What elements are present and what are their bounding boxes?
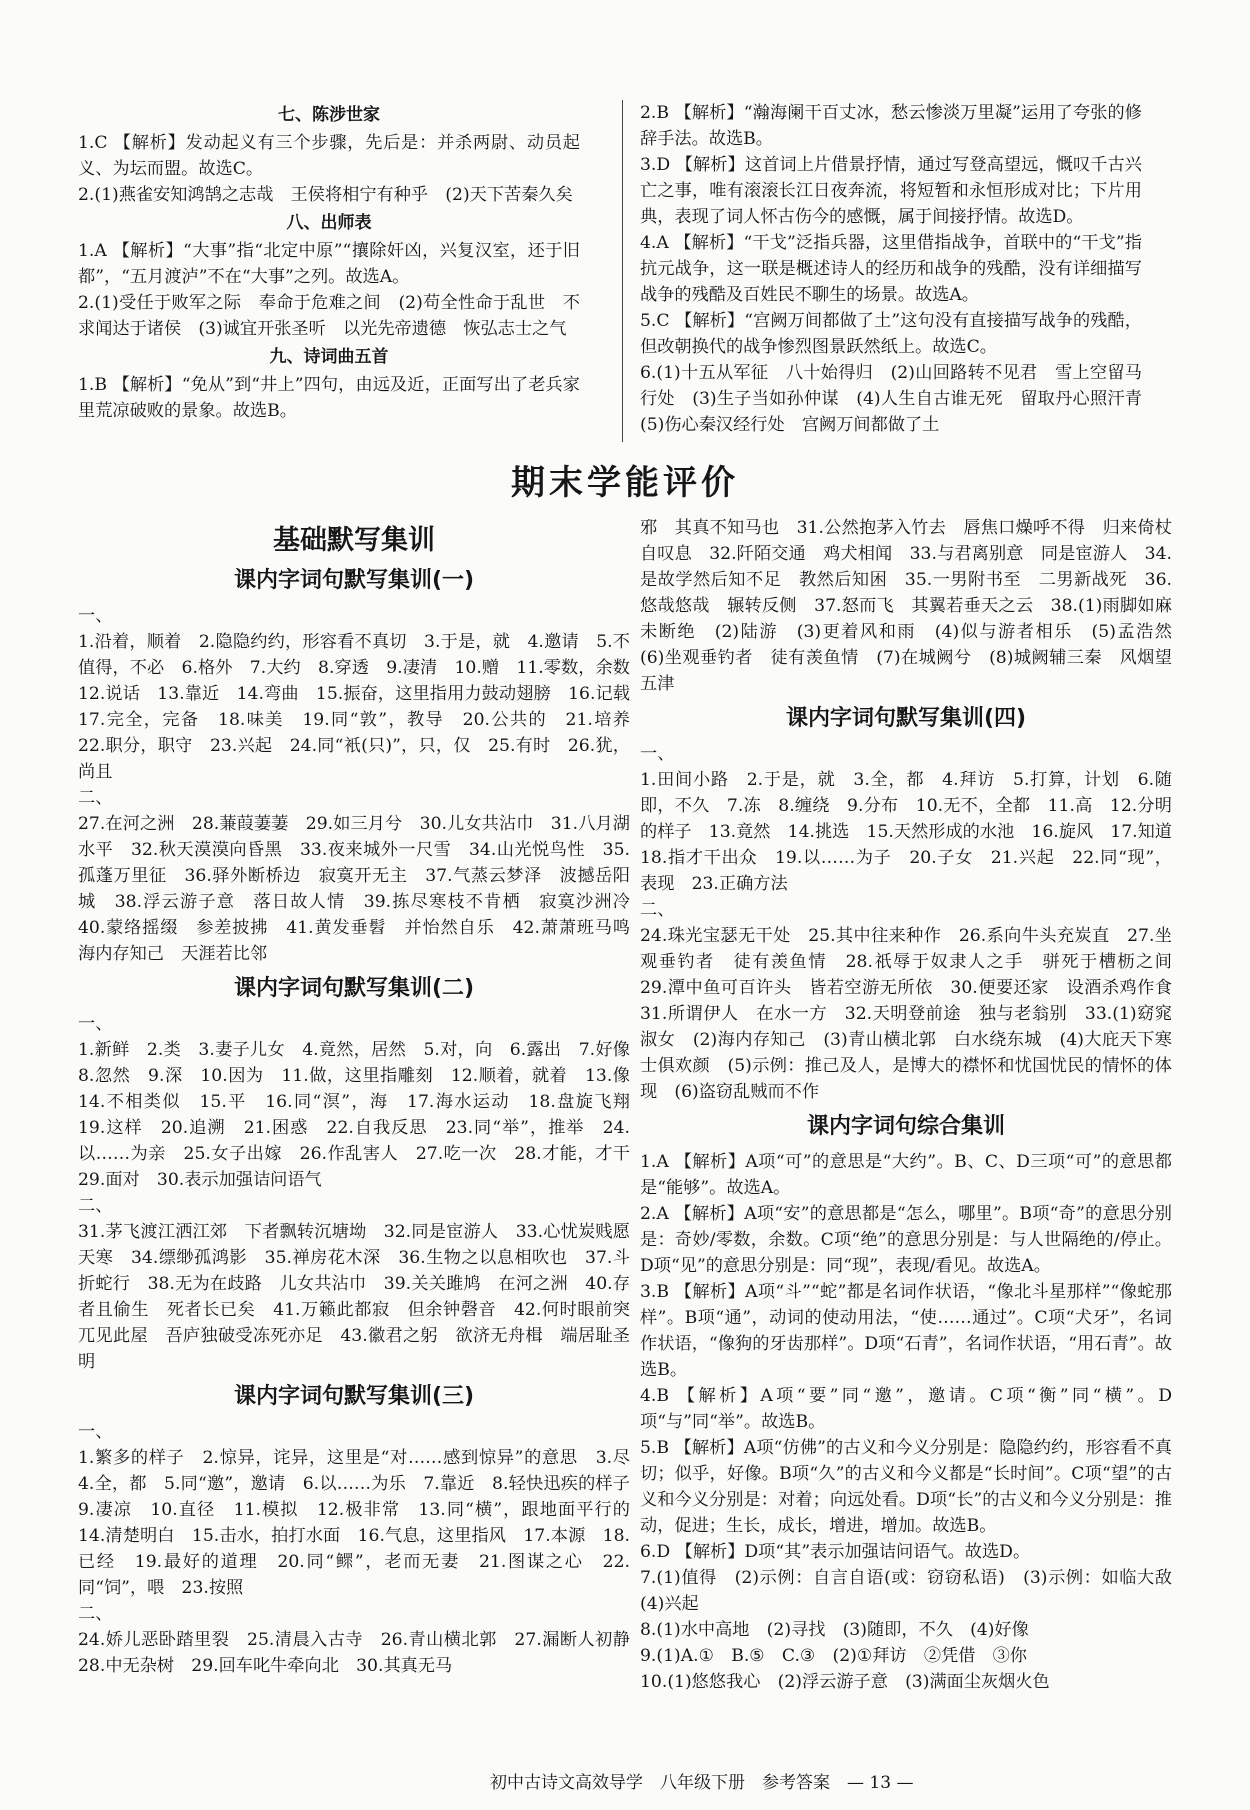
part-marker: 一、: [78, 1422, 113, 1442]
subsection-heading: 课内字词句默写集训(一): [233, 568, 475, 593]
answer-item: 2.(1)受任于败军之际 奉命于危难之间 (2)苟全性命于乱世 不求闻达于诸侯 (3)诚宜开张圣听 以光先帝遗德 恢弘志士之气: [78, 293, 580, 339]
answer-item: 1.沿着，顺着 2.隐隐约约，形容看不真切 3.于是，就 4.邀请 5.不值得，不必 6.格外 7.大约 8.穿透 9.凄清 10.赠 11.零数，余数 12.说话 13.靠近 14.弯曲 15.振奋，这里指用力鼓动翅膀 16.记载 17.完全，完备 18.味美 19.同“敦”，教导 20.公共的 21.培养 22.职分，职守 23.兴起 24.同“衹(只)”，只，仅 25.有时 26.犹，尚且: [78, 632, 648, 782]
answer-item: 1.新鲜 2.类 3.妻子儿女 4.竟然，居然 5.对，向 6.露出 7.好像 8.忽然 9.深 10.因为 11.做，这里指雕刻 12.顺着，就着 13.像 14.不相类似 15.平 16.同“溟”，海 17.海水运动 18.盘旋飞翔 19.这样 20.追溯 21.困惑 22.自我反思 23.同“举”，推举 24.以……为亲 25.女子出嫁 26.作乱害人 27.吃一次 28.才能，才干 29.面对 30.表示加强诘问语气: [78, 1040, 648, 1190]
part-marker: 二、: [78, 1196, 113, 1216]
answer-item: 8.(1)水中高地 (2)寻找 (3)随即，不久 (4)好像: [640, 1620, 1029, 1640]
answer-item: 7.(1)值得 (2)示例：自言自语(或：窃窃私语) (3)示例：如临大敌 (4)兴起: [640, 1568, 1190, 1614]
answer-item: 4.B 【解析】A项“要”同“邀”，邀请。C项“衡”同“横”。D项“与”同“举”。故选B。: [640, 1386, 1172, 1432]
answer-item: 5.C 【解析】“宫阙万间都做了土”这句没有直接描写战争的残酷，但改朝换代的战争惨烈图景跃然纸上。故选C。: [640, 311, 1142, 357]
page-title: 期末学能评价: [511, 463, 739, 503]
answer-item: 2.A 【解析】A项“安”的意思都是“怎么，哪里”。B项“奇”的意思分别是：奇妙/零数，余数。C项“绝”的意思分别是：与人世隔绝的/停止。D项“见”的意思分别是：同“现”，表现/看见。故选A。: [640, 1204, 1172, 1276]
answer-item: 4.A 【解析】“干戈”泛指兵器，这里借指战争，首联中的“干戈”指抗元战争，这一联是概述诗人的经历和战争的残酷，没有详细描写战争的残酷及百姓民不聊生的场景。故选A。: [640, 233, 1142, 305]
part-marker: 一、: [640, 744, 675, 764]
answer-item: 31.茅飞渡江洒江郊 下者飘转沉塘坳 32.同是宦游人 33.心忧炭贱愿天寒 34.缥缈孤鸿影 35.禅房花木深 36.生物之以息相吹也 37.斗折蛇行 38.无为在歧路 儿女共沾巾 39.关关雎鸠 在河之洲 40.存者且偷生 死者长已矣 41.万籁此都寂 但余钟磬音 42.何时眼前突兀见此屋 吾庐独破受冻死亦足 43.徽君之躬 欲济无舟楫 端居耻圣明: [78, 1222, 630, 1372]
answer-item: 1.A 【解析】“大事”指“北定中原”“攘除奸凶，兴复汉室，还于旧都”，“五月渡泸”不在“大事”之列。故选A。: [78, 241, 580, 287]
page-footer: [490, 1768, 913, 1793]
answer-item: 10.(1)悠悠我心 (2)浮云游子意 (3)满面尘灰烟火色: [640, 1672, 1050, 1692]
answer-item: 6.(1)十五从军征 八十始得归 (2)山回路转不见君 雪上空留马行处 (3)生子当如孙仲谋 (4)人生自古谁无死 留取丹心照汗青 (5)伤心秦汉经行处 宫阙万间都做了土: [640, 363, 1160, 435]
top-right-column: [640, 100, 1160, 438]
lesson-heading: 七、陈涉世家: [278, 105, 380, 125]
answer-item: 9.(1)A.① B.⑤ C.③ (2)①拜访 ②凭借 ③你: [640, 1646, 1027, 1666]
answer-item: 1.A 【解析】A项“可”的意思是“大约”。B、C、D三项“可”的意思都是“能够”。故选A。: [640, 1152, 1172, 1198]
answer-item: 1.B 【解析】“免从”到“井上”四句，由远及近，正面写出了老兵家里荒凉破败的景象。故选B。: [78, 375, 580, 421]
part-marker: 二、: [640, 900, 675, 920]
part-marker: 一、: [78, 1014, 113, 1034]
subsection-heading: 课内字词句默写集训(三): [233, 1384, 475, 1409]
lesson-heading: 九、诗词曲五首: [269, 347, 389, 367]
answer-item: 24.娇儿恶卧踏里裂 25.清晨入古寺 26.青山横北郭 27.漏断人初静 28.中无杂树 29.回车叱牛牵向北 30.其真无马: [78, 1630, 648, 1676]
answer-item: 3.B 【解析】A项“斗”“蛇”都是名词作状语，“像北斗星那样”“像蛇那样”。B项“通”，动词的使动用法，“使……通过”。C项“犬牙”，名词作状语，“像狗的牙齿那样”。D项“石青”，名词作状语，“用石青”。故选B。: [640, 1282, 1172, 1380]
subsection-heading: 课内字词句默写集训(四): [785, 706, 1027, 731]
top-left-column: [78, 100, 580, 424]
column-divider: [622, 100, 623, 442]
section-heading: 基础默写集训: [273, 525, 435, 556]
part-marker: 一、: [78, 606, 113, 626]
answer-item: 2.B 【解析】“瀚海阑干百丈冰，愁云惨淡万里凝”运用了夸张的修辞手法。故选B。: [640, 103, 1142, 149]
answer-item: 1.繁多的样子 2.惊异，诧异，这里是“对……感到惊异”的意思 3.尽 4.全，都 5.同“邀”，邀请 6.以……为乐 7.靠近 8.轻快迅疾的样子 9.凄凉 10.直径 11.模拟 12.极非常 13.同“横”，跟地面平行的 14.清楚明白 15.击水，拍打水面 16.气息，这里指风 17.本源 18.已经 19.最好的道理 20.同“鳏”，老而无妻 21.图谋之心 22.同“饲”，喂 23.按照: [78, 1448, 648, 1598]
answer-item: 3.D 【解析】这首词上片借景抒情，通过写登高望远，慨叹千古兴亡之事，唯有滚滚长江日夜奔流，将短暂和永恒形成对比；下片用典，表现了词人怀古伤今的感慨，属于间接抒情。故选D。: [640, 155, 1142, 227]
answer-item: 2.(1)燕雀安知鸿鹄之志哉 王侯将相宁有种乎 (2)天下苦秦久矣: [78, 185, 573, 205]
footer-section: 参考答案: [762, 1773, 830, 1793]
footer-page: — 13 —: [847, 1773, 914, 1793]
answer-item: 邪 其真不知马也 31.公然抱茅入竹去 唇焦口燥呼不得 归来倚杖自叹息 32.阡陌交通 鸡犬相闻 33.与君离别意 同是宦游人 34.是故学然后知不足 教然后知困 35.一男附书至 二男新战死 36.悠哉悠哉 辗转反侧 37.怒而飞 其翼若垂天之云 38.(1)雨脚如麻未断绝 (2)陆游 (3)更着风和雨 (4)似与游者相乐 (5)孟浩然 (6)坐观垂钓者 徒有羡鱼情 (7)在城阙兮 (8)城阙辅三秦 风烟望五津: [640, 518, 1190, 694]
answer-item: 1.田间小路 2.于是，就 3.全，都 4.拜访 5.打算，计划 6.随即，不久 7.冻 8.缠绕 9.分布 10.无不，全都 11.高 12.分明的样子 13.竟然 14.挑选 15.天然形成的水池 16.旋风 17.知道 18.指才干出众 19.以……为子 20.子女 21.兴起 22.同“现”，表现 23.正确方法: [640, 770, 1190, 894]
answer-item: 1.C 【解析】发动起义有三个步骤，先后是：并杀两尉、动员起义、为坛而盟。故选C。: [78, 133, 580, 179]
footer-grade: 八年级下册: [660, 1773, 745, 1793]
part-marker: 二、: [78, 788, 113, 808]
subsection-heading: 课内字词句默写集训(二): [233, 976, 475, 1001]
subsection-heading: 课内字词句综合集训: [806, 1114, 1005, 1139]
lesson-heading: 八、出师表: [286, 213, 372, 233]
bottom-right-column: [640, 515, 1190, 1695]
answer-item: 27.在河之洲 28.蒹葭萋萋 29.如三月兮 30.儿女共沾巾 31.八月湖水平 32.秋天漠漠向昏黑 33.夜来城外一尺雪 34.山光悦鸟性 35.孤蓬万里征 36.驿外断桥边 寂寞开无主 37.气蒸云梦泽 波撼岳阳城 38.浮云游子意 落日故人情 39.拣尽寒枝不肯栖 寂寞沙洲冷 40.蒙络摇缀 参差披拂 41.黄发垂髫 并怡然自乐 42.萧萧班马鸣 海内存知己 天涯若比邻: [78, 814, 648, 964]
answer-item: 24.珠光宝瑟无干处 25.其中往来种作 26.系向牛头充炭直 27.坐观垂钓者 徒有羡鱼情 28.祇辱于奴隶人之手 骈死于槽枥之间 29.潭中鱼可百许头 皆若空游无所依 30.便要还家 设酒杀鸡作食 31.所谓伊人 在水一方 32.天明登前途 独与老翁别 33.(1)窈窕淑女 (2)海内存知己 (3)青山横北郭 白水绕东城 (4)大庇天下寒士俱欢颜 (5)示例：推己及人，是博大的襟怀和忧国忧民的情怀的体现 (6)盗窃乱贼而不作: [640, 926, 1190, 1102]
part-marker: 二、: [78, 1604, 113, 1624]
footer-book: 初中古诗文高效导学: [490, 1773, 643, 1793]
answer-item: 5.B 【解析】A项“仿佛”的古义和今义分别是：隐隐约约，形容看不真切；似乎，好像。B项“久”的古义和今义都是“长时间”。C项“望”的古义和今义分别是：对着；向远处看。D项“长”的古义和今义分别是：推动，促进；生长，成长，增进，增加。故选B。: [640, 1438, 1172, 1536]
answer-item: 6.D 【解析】D项“其”表示加强诘问语气。故选D。: [640, 1542, 1031, 1562]
bottom-left-column: [78, 515, 648, 1679]
